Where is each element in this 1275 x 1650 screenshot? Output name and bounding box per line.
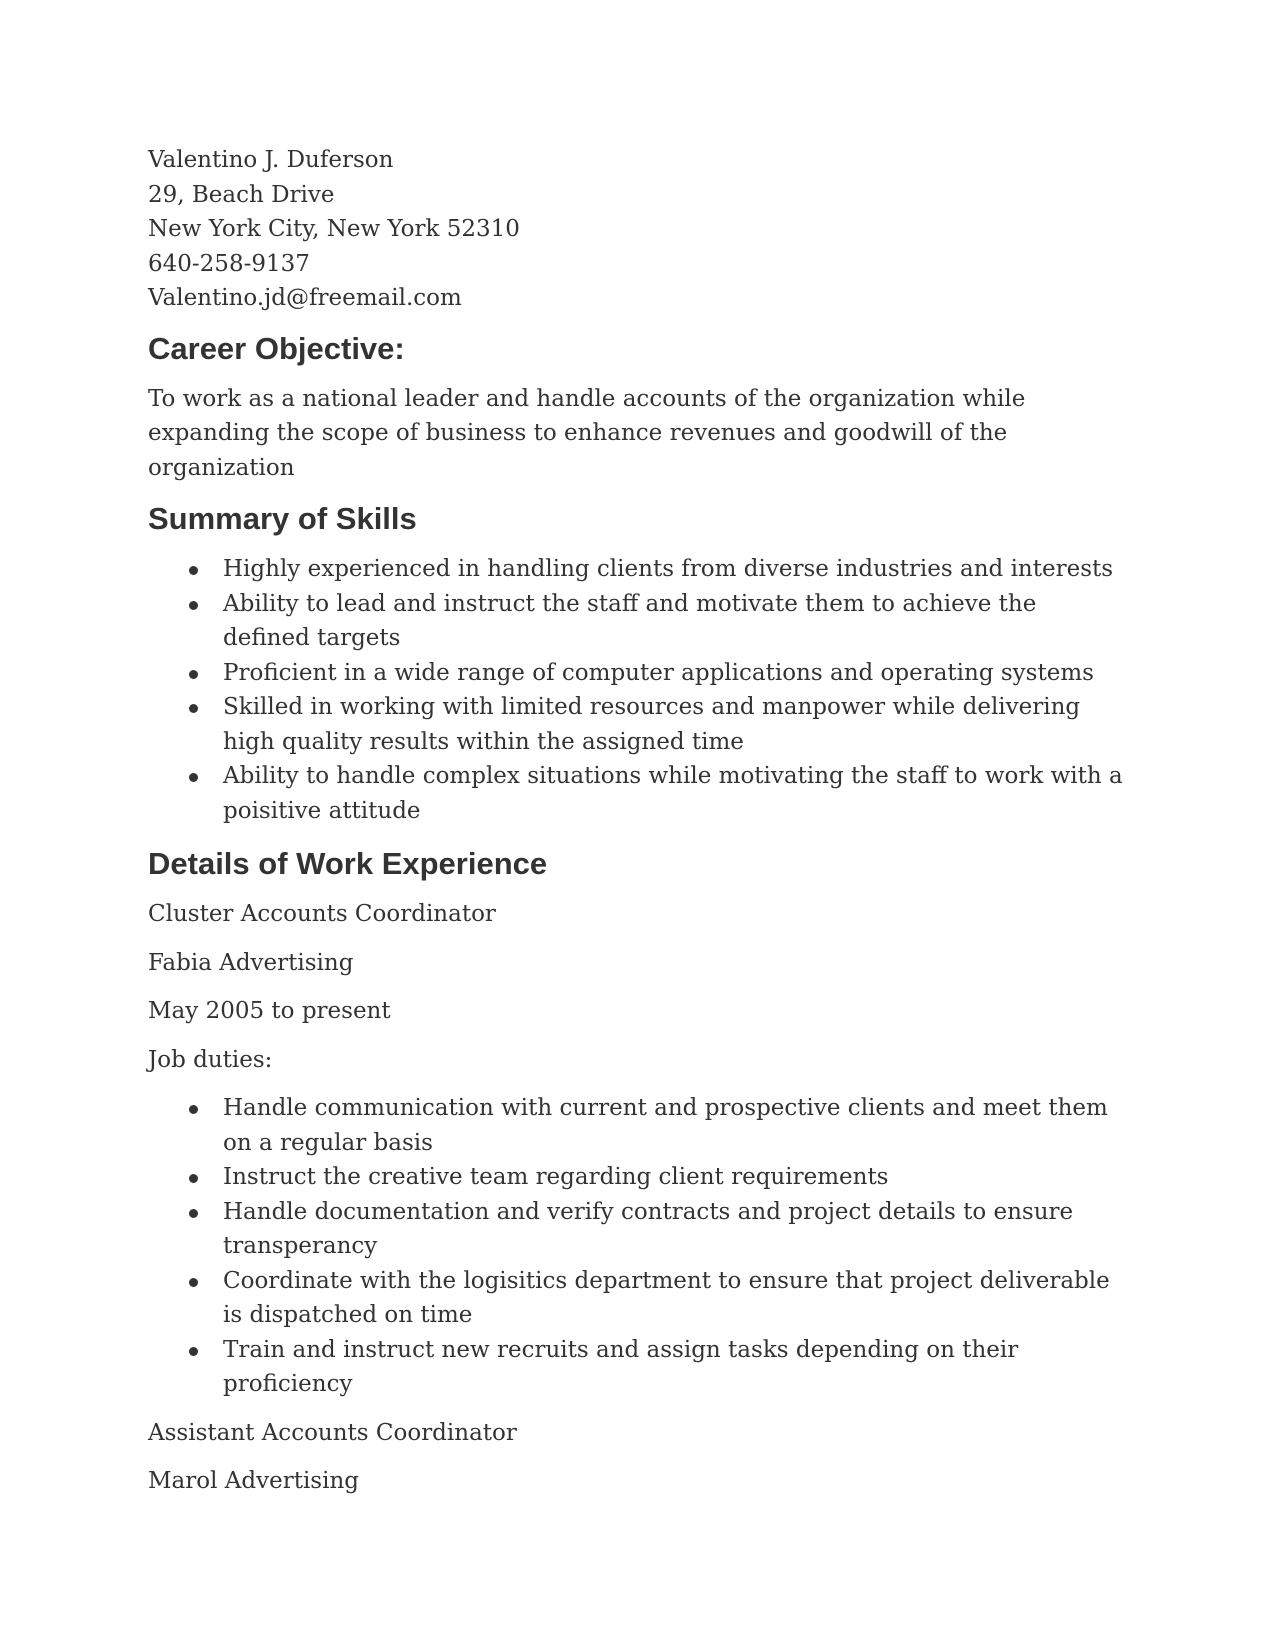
experience-heading: Details of Work Experience xyxy=(148,846,548,881)
contact-email: Valentino.jd@freemail.com xyxy=(148,285,462,311)
bullet-icon xyxy=(189,1105,198,1114)
job-title: Assistant Accounts Coordinator xyxy=(148,1419,517,1446)
bullet-icon xyxy=(189,601,198,610)
skills-heading: Summary of Skills xyxy=(148,501,417,536)
duty-text: Train and instruct new recruits and assign tasks depending on their proficiency xyxy=(223,1336,1019,1397)
bullet-icon xyxy=(189,1174,198,1183)
duty-item xyxy=(148,1160,1128,1195)
contact-city: New York City, New York 52310 xyxy=(148,216,520,242)
skill-item xyxy=(148,587,1128,656)
contact-address: 29, Beach Drive xyxy=(148,181,335,208)
skill-text: Skilled in working with limited resources and manpower while delivering high quality results within the assigned time xyxy=(223,694,1081,755)
job-company: Fabia Advertising xyxy=(148,949,354,976)
skill-text: Highly experienced in handling clients from diverse industries and interests xyxy=(223,556,1114,582)
bullet-icon xyxy=(189,670,198,679)
skill-item xyxy=(148,759,1128,828)
career-objective-heading: Career Objective: xyxy=(148,330,405,366)
job-title: Cluster Accounts Coordinator xyxy=(148,901,496,927)
skill-item xyxy=(148,690,1128,759)
duty-item xyxy=(148,1195,1128,1264)
duty-text: Coordinate with the logisitics department to ensure that project deliverable is dispatched on time xyxy=(223,1267,1110,1328)
contact-name: Valentino J. Duferson xyxy=(148,147,394,173)
duty-item xyxy=(148,1333,1128,1402)
bullet-icon xyxy=(189,1347,198,1356)
skill-text: Ability to lead and instruct the staff and motivate them to achieve the defined targets xyxy=(223,590,1037,651)
duty-text: Instruct the creative team regarding client requirements xyxy=(223,1164,889,1190)
bullet-icon xyxy=(189,704,198,713)
resume-content xyxy=(148,143,1128,1499)
duty-text: Handle communication with current and prospective clients and meet them on a regular basis xyxy=(223,1095,1108,1156)
job-company: Marol Advertising xyxy=(148,1468,359,1494)
duty-item xyxy=(148,1264,1128,1333)
skills-list xyxy=(148,552,1128,828)
contact-phone: 640-258-9137 xyxy=(148,250,310,277)
skill-text: Ability to handle complex situations while motivating the staff to work with a poisitive attitude xyxy=(223,763,1123,824)
bullet-icon xyxy=(189,566,198,575)
job-duties-label: Job duties: xyxy=(148,1046,273,1073)
duty-text: Handle documentation and verify contracts and project details to ensure transperancy xyxy=(223,1198,1074,1259)
duty-item xyxy=(148,1091,1128,1160)
bullet-icon xyxy=(189,1209,198,1218)
job-dates: May 2005 to present xyxy=(148,998,391,1024)
skill-text: Proficient in a wide range of computer applications and operating systems xyxy=(223,659,1094,686)
contact-block xyxy=(148,143,1128,316)
career-objective-text: To work as a national leader and handle accounts of the organization while expanding the scope of business to enhance revenues and goodwill of the organization xyxy=(148,385,1026,481)
bullet-icon xyxy=(189,1278,198,1287)
skill-item xyxy=(148,552,1128,587)
skill-item xyxy=(148,656,1128,691)
bullet-icon xyxy=(189,773,198,782)
job-duties-list xyxy=(148,1091,1128,1402)
